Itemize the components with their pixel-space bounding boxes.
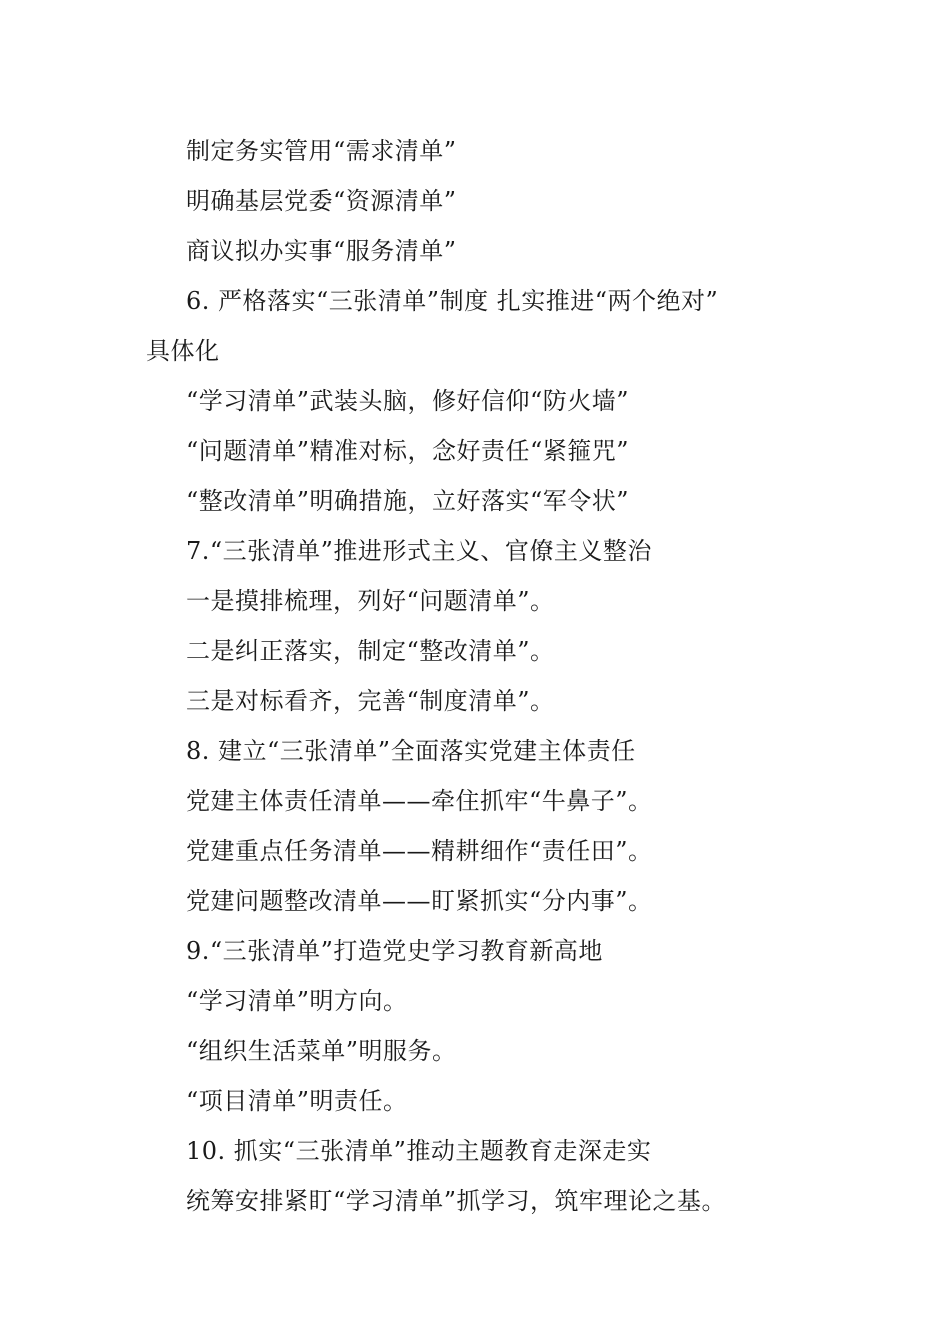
text-line: “组织生活菜单”明服务。 [186, 1037, 457, 1065]
text-line: “项目清单”明责任。 [186, 1087, 408, 1115]
text-line: 党建主体责任清单——牵住抓牢“牛鼻子”。 [186, 787, 653, 815]
text-line: 党建问题整改清单——盯紧抓实“分内事”。 [186, 887, 653, 915]
text-line: 三是对标看齐，完善“制度清单”。 [186, 687, 555, 715]
text-line: “学习清单”武装头脑，修好信仰“防火墙” [186, 387, 630, 415]
section-heading: 6. 严格落实“三张清单”制度 扎实推进“两个绝对” [186, 287, 719, 315]
section-heading: 9.“三张清单”打造党史学习教育新高地 [186, 937, 603, 965]
text-line: “学习清单”明方向。 [186, 987, 408, 1015]
text-line: 制定务实管用“需求清单” [186, 137, 457, 165]
text-line: “整改清单”明确措施，立好落实“军令状” [186, 487, 630, 515]
text-line: 商议拟办实事“服务清单” [186, 237, 457, 265]
text-line: 统筹安排紧盯“学习清单”抓学习，筑牢理论之基。 [186, 1187, 727, 1215]
section-heading: 10. 抓实“三张清单”推动主题教育走深走实 [186, 1137, 652, 1165]
text-line: 一是摸排梳理，列好“问题清单”。 [186, 587, 555, 615]
text-line: 二是纠正落实，制定“整改清单”。 [186, 637, 555, 665]
text-line: 明确基层党委“资源清单” [186, 187, 457, 215]
text-line: 党建重点任务清单——精耕细作“责任田”。 [186, 837, 653, 865]
section-heading-continuation: 具体化 [146, 337, 220, 365]
text-line: “问题清单”精准对标，念好责任“紧箍咒” [186, 437, 630, 465]
section-heading: 8. 建立“三张清单”全面落实党建主体责任 [186, 737, 636, 765]
section-heading: 7.“三张清单”推进形式主义、官僚主义整治 [186, 537, 652, 565]
